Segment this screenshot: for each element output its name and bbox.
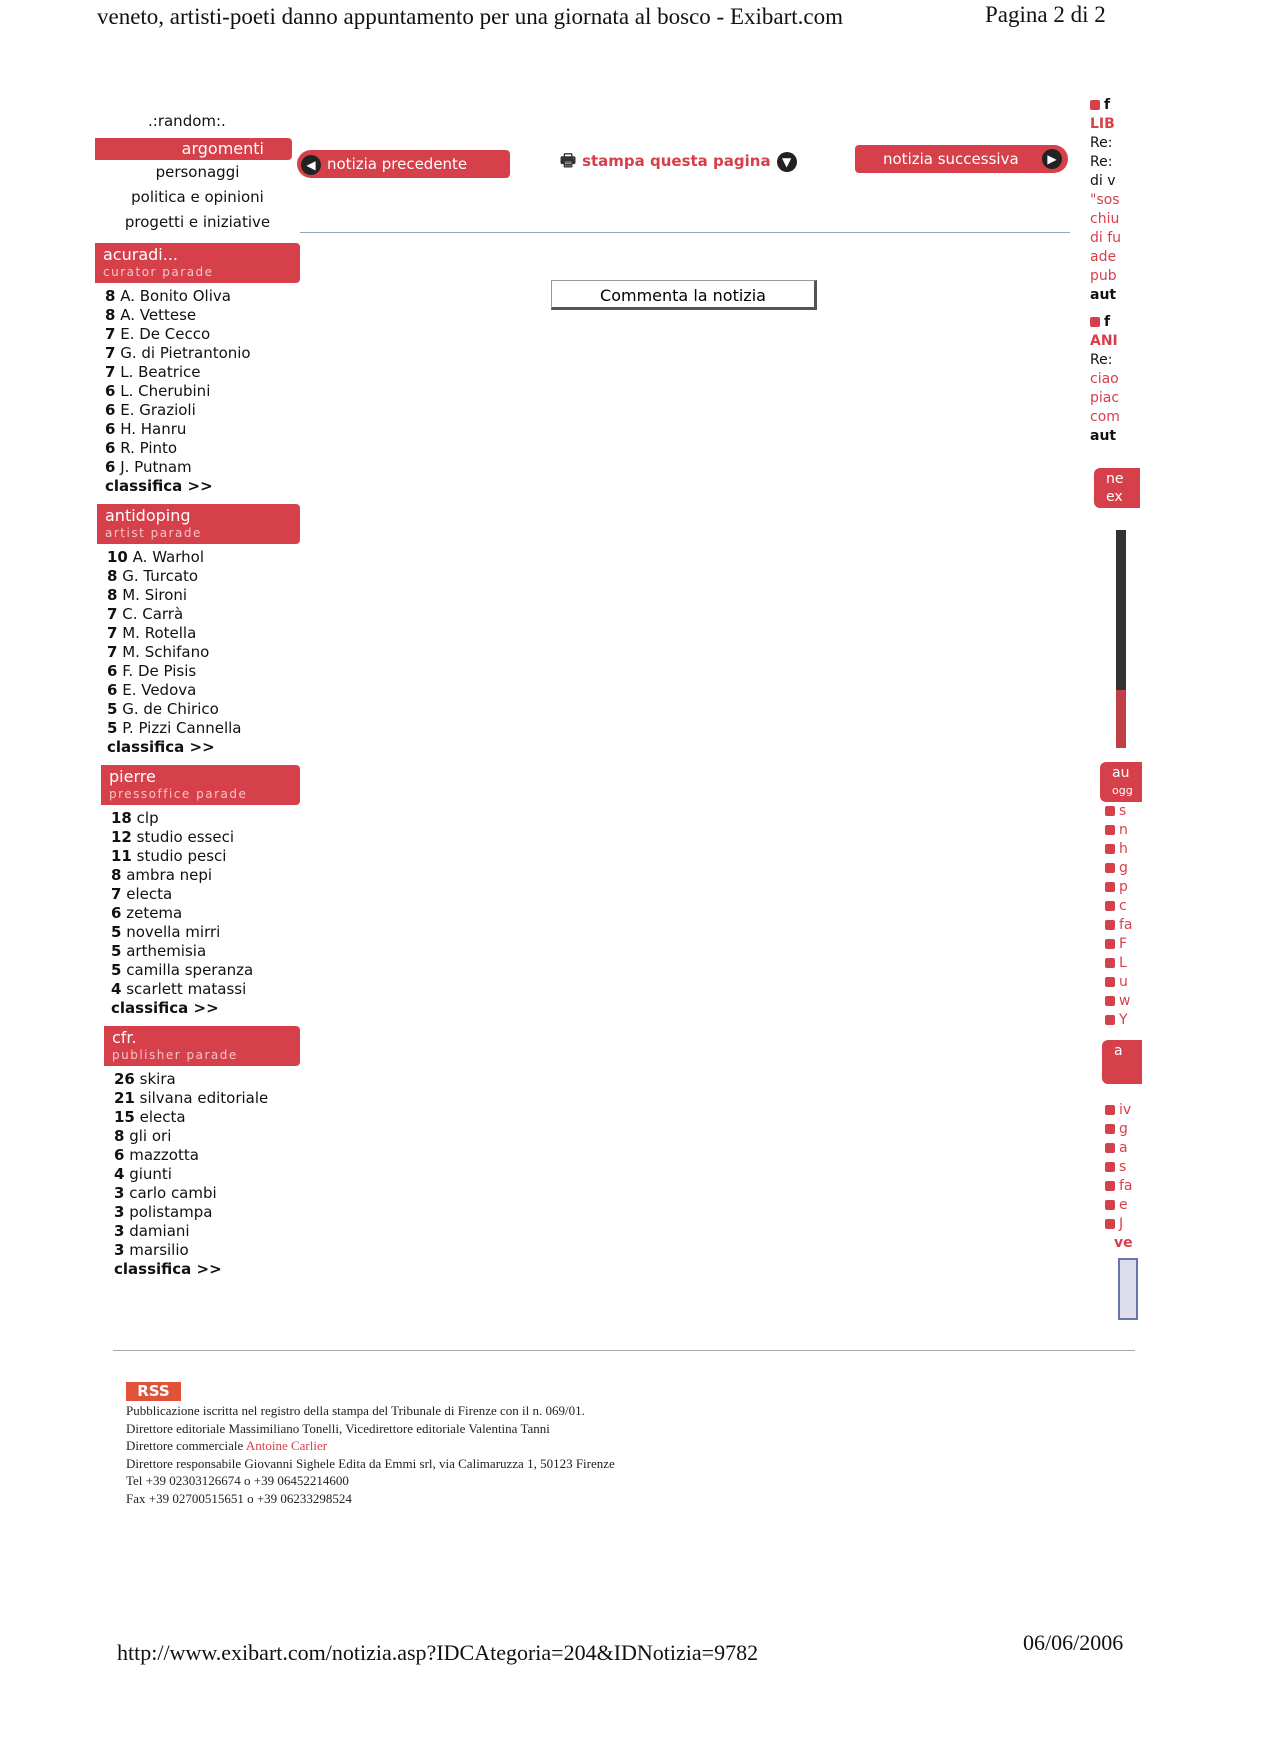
rf-list-item[interactable]: [1105, 802, 1135, 821]
ranking-list: [97, 548, 300, 738]
parade-block: [104, 1026, 300, 1279]
rf-list-text: u: [1119, 974, 1128, 990]
bullet-icon: [1105, 1181, 1115, 1191]
bullet-icon: [1105, 844, 1115, 854]
parade-block: [95, 243, 300, 496]
rf-list-item[interactable]: [1105, 935, 1135, 954]
ranking-name: polistampa: [129, 1203, 213, 1221]
classifica-link[interactable]: classifica >>: [114, 1260, 222, 1278]
ranking-score: 6: [114, 1146, 125, 1164]
ranking-score: 4: [114, 1165, 125, 1183]
ranking-item[interactable]: [114, 1108, 300, 1127]
rf-list-item[interactable]: [1105, 840, 1135, 859]
ranking-name: E. De Cecco: [120, 325, 211, 343]
rf-list-text: s: [1119, 1159, 1127, 1175]
rf-list-text: g: [1119, 1121, 1128, 1137]
ranking-name: electa: [139, 1108, 186, 1126]
ranking-item[interactable]: [114, 1089, 300, 1108]
right-scrollbar[interactable]: [1116, 530, 1126, 748]
rf-list-text: e: [1119, 1197, 1128, 1213]
parade-block: [101, 765, 300, 1018]
ranking-item[interactable]: [114, 1184, 300, 1203]
bullet-icon: [1105, 996, 1115, 1006]
footer-line-4: Direttore responsabile Giovanni Sighele Edita da Emmi srl, via Calimaruzza 1, 50123 Firenze: [126, 1455, 615, 1471]
ranking-name: A. Bonito Oliva: [120, 287, 231, 305]
ranking-item[interactable]: [111, 942, 300, 961]
ranking-name: silvana editoriale: [139, 1089, 269, 1107]
topic-progetti[interactable]: progetti e iniziative: [124, 213, 271, 231]
topic-politica[interactable]: politica e opinioni: [131, 188, 264, 206]
ranking-score: 7: [107, 643, 118, 661]
ranking-item[interactable]: [107, 719, 300, 738]
ranking-score: 7: [105, 363, 116, 381]
ranking-score: 6: [105, 458, 116, 476]
bullet-icon: [1105, 1143, 1115, 1153]
rf-list-text: fa: [1119, 917, 1133, 933]
scrollbar-thumb[interactable]: [1116, 690, 1126, 748]
ranking-name: electa: [126, 885, 173, 903]
bullet-icon: [1105, 1162, 1115, 1172]
print-page-label: stampa questa pagina: [582, 152, 771, 170]
ranking-score: 8: [114, 1127, 125, 1145]
random-link[interactable]: .:random:.: [148, 112, 226, 130]
ranking-item[interactable]: [114, 1146, 300, 1165]
rf-list-item[interactable]: [1105, 859, 1135, 878]
next-news-label: notizia successiva: [883, 150, 1019, 168]
rf-list-item[interactable]: [1105, 1158, 1135, 1177]
rf2-text-0: f: [1104, 314, 1111, 330]
parade-header: [97, 504, 300, 544]
ranking-name: P. Pizzi Cannella: [122, 719, 242, 737]
rf2-line-3[interactable]: ciao: [1090, 371, 1119, 387]
footer-line-6: Fax +39 02700515651 o +39 06233298524: [126, 1490, 352, 1506]
ranking-score: 5: [107, 719, 118, 737]
parade-subtitle: curator parade: [103, 265, 214, 279]
classifica-link[interactable]: classifica >>: [111, 999, 219, 1017]
rf-list-item[interactable]: [1105, 973, 1135, 992]
ranking-name: studio pesci: [136, 847, 227, 865]
bullet-icon: [1105, 939, 1115, 949]
rf1-line-0: [1090, 96, 1134, 115]
rf1-line-5[interactable]: "sos: [1090, 192, 1120, 208]
bullet-icon: [1105, 958, 1115, 968]
ranking-name: L. Cherubini: [120, 382, 211, 400]
rf2-line-6: aut: [1090, 428, 1117, 444]
next-news-button[interactable]: [855, 145, 1068, 173]
parade-header: [95, 243, 300, 283]
left-sidebar: [95, 112, 300, 1279]
rf-list-text: g: [1119, 860, 1128, 876]
ranking-score: 26: [114, 1070, 135, 1088]
ranking-item[interactable]: [114, 1203, 300, 1222]
ranking-score: 3: [114, 1184, 125, 1202]
ranking-score: 5: [111, 961, 122, 979]
ranking-item[interactable]: [111, 809, 300, 828]
ranking-score: 6: [105, 401, 116, 419]
ranking-name: M. Sironi: [122, 586, 188, 604]
rf-list-item[interactable]: [1105, 1120, 1135, 1139]
bullet-icon: [1105, 901, 1115, 911]
content-divider: [300, 232, 1070, 233]
ranking-name: studio esseci: [136, 828, 234, 846]
rf1-line-10: aut: [1090, 287, 1117, 303]
ranking-name: ambra nepi: [126, 866, 213, 884]
rf-list-item[interactable]: [1105, 1215, 1135, 1234]
arrow-right-icon: ▶: [1042, 149, 1062, 169]
ranking-item[interactable]: [114, 1127, 300, 1146]
rf-list-text: c: [1119, 898, 1127, 914]
rf-box2-line-0: au: [1112, 765, 1130, 781]
rf-box1-line-0: ne: [1106, 471, 1124, 487]
ranking-item[interactable]: [114, 1241, 300, 1260]
ranking-item[interactable]: [105, 420, 300, 439]
ranking-name: M. Schifano: [122, 643, 210, 661]
prev-news-button[interactable]: [297, 150, 510, 178]
ranking-item[interactable]: [105, 344, 300, 363]
footer-line-3: [126, 1437, 615, 1455]
ranking-score: 7: [107, 624, 118, 642]
rf1-text-0: f: [1104, 97, 1111, 113]
ranking-score: 5: [111, 923, 122, 941]
ranking-score: 15: [114, 1108, 135, 1126]
ranking-score: 18: [111, 809, 132, 827]
ranking-item[interactable]: [105, 401, 300, 420]
ranking-name: zetema: [126, 904, 183, 922]
rf-list-item[interactable]: [1105, 1196, 1135, 1215]
bullet-icon: [1090, 317, 1100, 327]
ranking-item[interactable]: [105, 306, 300, 325]
ranking-name: scarlett matassi: [126, 980, 247, 998]
ranking-name: gli ori: [129, 1127, 172, 1145]
printer-icon: 🖶: [560, 151, 577, 171]
footer-divider: [113, 1350, 1135, 1351]
parade-title: cfr.: [112, 1028, 137, 1047]
ranking-name: A. Warhol: [132, 548, 205, 566]
ranking-item[interactable]: [114, 1222, 300, 1241]
ranking-score: 21: [114, 1089, 135, 1107]
rf-list-text: w: [1119, 993, 1131, 1009]
ranking-name: G. Turcato: [122, 567, 199, 585]
ranking-score: 11: [111, 847, 132, 865]
print-footer-date: 06/06/2006: [1023, 1630, 1124, 1655]
ranking-name: F. De Pisis: [122, 662, 197, 680]
parade-title: antidoping: [105, 506, 191, 525]
rf-list-item[interactable]: [1105, 1011, 1135, 1030]
ranking-score: 8: [107, 567, 118, 585]
ranking-score: 7: [111, 885, 122, 903]
ranking-name: C. Carrà: [122, 605, 184, 623]
arrow-left-icon: ◀: [301, 155, 321, 175]
ranking-item[interactable]: [107, 567, 300, 586]
ranking-item[interactable]: [105, 439, 300, 458]
rf-list-text: fa: [1119, 1178, 1133, 1194]
ranking-name: G. di Pietrantonio: [120, 344, 251, 362]
rf1-line-3: Re:: [1090, 154, 1113, 170]
ranking-score: 5: [107, 700, 118, 718]
ranking-name: M. Rotella: [122, 624, 197, 642]
ranking-score: 8: [107, 586, 118, 604]
rf2-line-5[interactable]: com: [1090, 409, 1120, 425]
rf-box3-line-0: a: [1114, 1043, 1123, 1059]
bullet-icon: [1105, 1015, 1115, 1025]
ranking-item[interactable]: [105, 382, 300, 401]
rf-list-item[interactable]: [1105, 821, 1135, 840]
ranking-list: [101, 809, 300, 999]
ranking-item[interactable]: [107, 643, 300, 662]
rf-spacer: [1090, 305, 1134, 313]
ranking-name: G. de Chirico: [122, 700, 219, 718]
right-fragment-box-1: [1094, 468, 1140, 508]
bullet-icon: [1105, 825, 1115, 835]
ranking-item[interactable]: [114, 1165, 300, 1184]
ranking-score: 10: [107, 548, 128, 566]
right-fragment-more[interactable]: ve: [1114, 1235, 1133, 1251]
bullet-icon: [1105, 1200, 1115, 1210]
rf-list-text: n: [1119, 822, 1128, 838]
rf-list-text: L: [1119, 955, 1127, 971]
ranking-score: 8: [105, 287, 116, 305]
ranking-score: 6: [107, 681, 118, 699]
ranking-item[interactable]: [107, 662, 300, 681]
ranking-list: [95, 287, 300, 477]
ranking-score: 3: [114, 1241, 125, 1259]
print-footer-url: http://www.exibart.com/notizia.asp?IDCAtegoria=204&IDNotizia=9782: [117, 1640, 759, 1665]
rf-list-item[interactable]: [1105, 878, 1135, 897]
ranking-name: L. Beatrice: [120, 363, 201, 381]
ranking-item[interactable]: [107, 681, 300, 700]
ranking-item[interactable]: [107, 548, 300, 567]
ranking-score: 8: [111, 866, 122, 884]
parade-subtitle: publisher parade: [112, 1048, 238, 1062]
ranking-name: R. Pinto: [120, 439, 178, 457]
print-header-page-number: Pagina 2 di 2: [985, 2, 1106, 27]
rf1-line-8[interactable]: ade: [1090, 249, 1117, 265]
bullet-icon: [1105, 920, 1115, 930]
rf-list-item[interactable]: [1105, 897, 1135, 916]
ranking-score: 7: [107, 605, 118, 623]
ranking-name: damiani: [129, 1222, 190, 1240]
ranking-score: 4: [111, 980, 122, 998]
ranking-item[interactable]: [111, 847, 300, 866]
ranking-name: A. Vettese: [120, 306, 197, 324]
ranking-item[interactable]: [105, 325, 300, 344]
parade-subtitle: artist parade: [105, 526, 202, 540]
rf-list-item[interactable]: [1105, 954, 1135, 973]
parade-header: [104, 1026, 300, 1066]
topic-personaggi[interactable]: personaggi: [155, 163, 240, 181]
footer-line-5: Tel +39 02303126674 o +39 06452214600: [126, 1473, 349, 1489]
ranking-name: mazzotta: [129, 1146, 199, 1164]
rf2-line-0: [1090, 313, 1134, 332]
footer-line-3-prefix: Direttore commerciale: [126, 1438, 246, 1454]
ranking-item[interactable]: [107, 605, 300, 624]
parade-subtitle: pressoffice parade: [109, 787, 248, 801]
ranking-name: E. Vedova: [122, 681, 197, 699]
ranking-item[interactable]: [111, 885, 300, 904]
print-header-title: veneto, artisti-poeti danno appuntamento per una giornata al bosco - Exibart.com: [97, 4, 843, 29]
ranking-score: 6: [105, 382, 116, 400]
footer-line-2: Direttore editoriale Massimiliano Tonelli, Vicedirettore editoriale Valentina Tanni: [126, 1420, 550, 1436]
ranking-name: novella mirri: [126, 923, 221, 941]
ranking-item[interactable]: [105, 458, 300, 477]
rf-list-text: p: [1119, 879, 1128, 895]
rf-list-text: a: [1119, 1140, 1128, 1156]
ranking-score: 3: [114, 1222, 125, 1240]
ranking-name: giunti: [129, 1165, 172, 1183]
ranking-name: H. Hanru: [120, 420, 187, 438]
ranking-name: skira: [139, 1070, 176, 1088]
print-page-link[interactable]: [560, 148, 797, 177]
rf-list-text: J: [1119, 1216, 1124, 1232]
ranking-list: [104, 1070, 300, 1260]
rf-list-text: h: [1119, 841, 1128, 857]
bullet-icon: [1090, 100, 1100, 110]
bullet-icon: [1105, 1124, 1115, 1134]
parade-header: [101, 765, 300, 805]
rf1-line-2: Re:: [1090, 135, 1113, 151]
ranking-score: 7: [105, 325, 116, 343]
ranking-item[interactable]: [107, 624, 300, 643]
ranking-item[interactable]: [114, 1070, 300, 1089]
bullet-icon: [1105, 806, 1115, 816]
ranking-item[interactable]: [111, 961, 300, 980]
parade-title: pierre: [109, 767, 156, 786]
rf-list-text: F: [1119, 936, 1128, 952]
ranking-name: E. Grazioli: [120, 401, 196, 419]
rf-list-item[interactable]: [1105, 1101, 1135, 1120]
bullet-icon: [1105, 1105, 1115, 1115]
footer-credits: [126, 1402, 615, 1508]
rf-list-text: Y: [1119, 1012, 1128, 1028]
ranking-name: carlo cambi: [129, 1184, 217, 1202]
rf1-line-1[interactable]: LIB: [1090, 116, 1115, 132]
ranking-item[interactable]: [111, 904, 300, 923]
right-fragment-list-1: [1105, 802, 1135, 1030]
rf-box2-line-1: ogg: [1112, 784, 1133, 797]
rf-list-item[interactable]: [1105, 992, 1135, 1011]
ranking-name: clp: [136, 809, 159, 827]
parade-title: acuradi...: [103, 245, 178, 264]
rss-badge[interactable]: RSS: [126, 1382, 181, 1401]
rf1-line-6[interactable]: chiu: [1090, 211, 1120, 227]
ranking-name: marsilio: [129, 1241, 189, 1259]
parades-container: [95, 243, 300, 1279]
ranking-name: arthemisia: [126, 942, 207, 960]
right-fragment-box-3: [1102, 1040, 1142, 1084]
footer-line-1: Pubblicazione iscritta nel registro della stampa del Tribunale di Firenze con il n. 069/01.: [126, 1403, 585, 1418]
footer-commercial-director-link[interactable]: Antoine Carlier: [245, 1438, 328, 1454]
classifica-link[interactable]: classifica >>: [107, 738, 215, 756]
rf1-line-4: di v: [1090, 173, 1116, 189]
rf-list-item[interactable]: [1105, 1139, 1135, 1158]
topic-list: [95, 160, 300, 235]
ranking-item[interactable]: [107, 586, 300, 605]
ranking-score: 6: [105, 439, 116, 457]
bullet-icon: [1105, 882, 1115, 892]
rf2-line-2: Re:: [1090, 352, 1113, 368]
ranking-score: 8: [105, 306, 116, 324]
right-fragment-list-2: [1105, 1101, 1135, 1234]
rf-list-item[interactable]: [1105, 1177, 1135, 1196]
bullet-icon: [1105, 977, 1115, 987]
ranking-item[interactable]: [111, 866, 300, 885]
ranking-item[interactable]: [111, 980, 300, 999]
argomenti-header: argomenti: [95, 138, 292, 160]
rf1-line-7[interactable]: di fu: [1090, 230, 1122, 246]
ranking-score: 6: [107, 662, 118, 680]
ranking-score: 5: [111, 942, 122, 960]
ranking-item[interactable]: [105, 287, 300, 306]
parade-block: [97, 504, 300, 757]
ranking-score: 12: [111, 828, 132, 846]
classifica-link[interactable]: classifica >>: [105, 477, 213, 495]
arrow-down-icon: ▼: [777, 152, 797, 172]
rf2-line-1[interactable]: ANI: [1090, 333, 1118, 349]
ranking-score: 3: [114, 1203, 125, 1221]
rf-box1-line-1: ex: [1106, 489, 1123, 505]
bullet-icon: [1105, 863, 1115, 873]
rf-list-text: s: [1119, 803, 1127, 819]
rf-list-item[interactable]: [1105, 916, 1135, 935]
ranking-name: camilla speranza: [126, 961, 254, 979]
ranking-item[interactable]: [105, 363, 300, 382]
comment-news-button[interactable]: Commenta la notizia: [551, 280, 817, 310]
ranking-name: J. Putnam: [120, 458, 192, 476]
rf1-line-9[interactable]: pub: [1090, 268, 1117, 284]
prev-news-label: notizia precedente: [327, 155, 468, 173]
right-fragment-box-2: [1100, 762, 1142, 802]
ranking-item[interactable]: [111, 828, 300, 847]
bullet-icon: [1105, 1219, 1115, 1229]
right-fragment-widget[interactable]: [1118, 1258, 1138, 1320]
ranking-score: 6: [111, 904, 122, 922]
right-fragment-comments-1: [1090, 96, 1134, 446]
ranking-score: 6: [105, 420, 116, 438]
ranking-item[interactable]: [107, 700, 300, 719]
ranking-item[interactable]: [111, 923, 300, 942]
ranking-score: 7: [105, 344, 116, 362]
rf2-line-4[interactable]: piac: [1090, 390, 1120, 406]
rf-list-text: iv: [1119, 1102, 1132, 1118]
